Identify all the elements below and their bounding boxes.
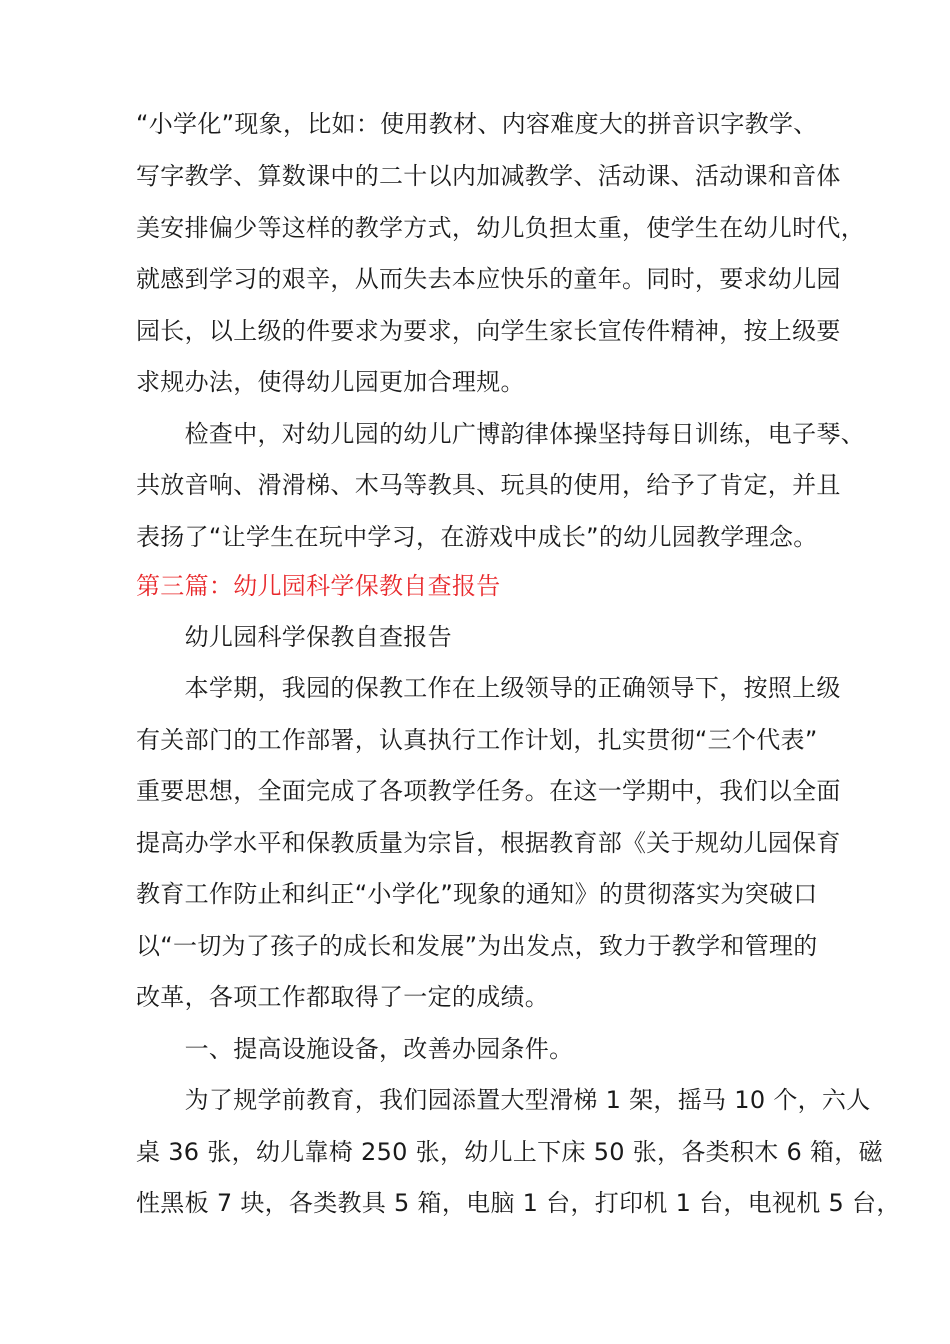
- text-line: 检查中，对幼儿园的幼儿广博韵律体操坚持每日训练，电子琴、: [136, 420, 865, 448]
- text-line: 桌 36 张，幼儿靠椅 250 张，幼儿上下床 50 张，各类积木 6 箱，磁: [136, 1138, 883, 1166]
- text-line: 本学期，我园的保教工作在上级领导的正确领导下，按照上级: [136, 674, 841, 702]
- text-line: 写字教学、算数课中的二十以内加减教学、活动课、活动课和音体: [136, 162, 841, 190]
- section-subheading: 一、提高设施设备，改善办园条件。: [136, 1035, 574, 1063]
- section-heading: 第三篇：幼儿园科学保教自查报告: [136, 572, 501, 600]
- text-line: 教育工作防止和纠正“小学化”现象的通知》的贯彻落实为突破口: [136, 880, 818, 908]
- text-line: 表扬了“让学生在玩中学习，在游戏中成长”的幼儿园教学理念。: [136, 523, 818, 551]
- text-line: 重要思想，全面完成了各项教学任务。在这一学期中，我们以全面: [136, 777, 841, 805]
- text-line: 园长，以上级的件要求为要求，向学生家长宣传件精神，按上级要: [136, 317, 841, 345]
- text-line: 改革，各项工作都取得了一定的成绩。: [136, 983, 550, 1011]
- text-line: “小学化”现象，比如：使用教材、内容难度大的拼音识字教学、: [136, 110, 818, 138]
- text-line: 为了规学前教育，我们园添置大型滑梯 1 架，摇马 10 个，六人: [136, 1086, 871, 1114]
- text-line: 求规办法，使得幼儿园更加合理规。: [136, 368, 525, 396]
- text-line: 共放音响、滑滑梯、木马等教具、玩具的使用，给予了肯定，并且: [136, 471, 841, 499]
- text-line: 以“一切为了孩子的成长和发展”为出发点，致力于教学和管理的: [136, 932, 818, 960]
- text-line: 有关部门的工作部署，认真执行工作计划，扎实贯彻“三个代表”: [136, 726, 818, 754]
- text-line: 美安排偏少等这样的教学方式，幼儿负担太重，使学生在幼儿时代，: [136, 214, 865, 242]
- text-line: 性黑板 7 块，各类教具 5 箱，电脑 1 台，打印机 1 台，电视机 5 台，: [136, 1189, 901, 1217]
- text-line: 就感到学习的艰辛，从而失去本应快乐的童年。同时，要求幼儿园: [136, 265, 841, 293]
- text-line: 提高办学水平和保教质量为宗旨，根据教育部《关于规幼儿园保育: [136, 829, 841, 857]
- report-title: 幼儿园科学保教自查报告: [136, 623, 452, 651]
